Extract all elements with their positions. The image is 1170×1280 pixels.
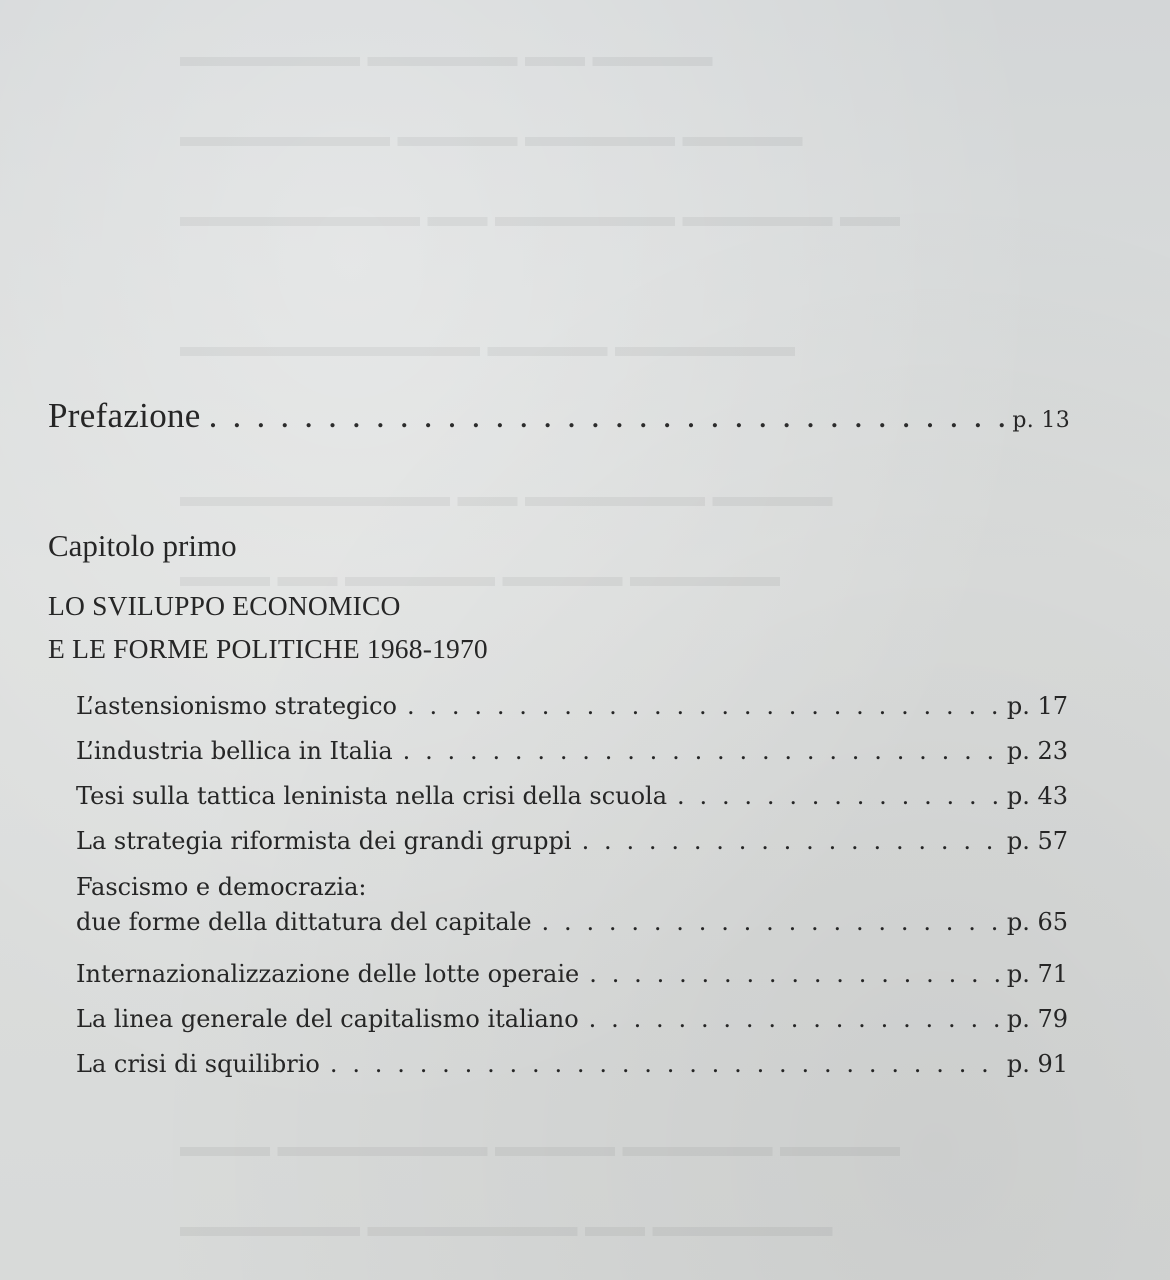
toc-entry-label: due forme della dittatura del capitale <box>76 908 532 936</box>
dot-leader <box>407 692 1001 720</box>
show-through-texture: ▬▬▬▬▬ ▬▬▬▬ ▬▬▬▬▬ ▬▬ ▬▬▬ <box>180 560 780 593</box>
toc-entry-label: La crisi di squilibrio <box>76 1050 320 1078</box>
toc-entry[interactable] <box>76 827 1068 872</box>
dot-leader <box>330 1050 1001 1078</box>
show-through-texture: ▬▬ ▬▬▬▬▬ ▬▬▬▬▬▬ ▬▬ ▬▬▬▬▬▬▬▬ <box>180 200 900 233</box>
toc-page-number: p. 65 <box>1006 908 1068 936</box>
chapter-title-line: LO SVILUPPO ECONOMICO <box>48 590 401 621</box>
show-through-texture: ▬▬▬▬ ▬▬▬▬▬ ▬▬▬▬ ▬▬▬▬▬▬▬ ▬▬▬ <box>180 1130 900 1163</box>
show-through-texture: ▬▬▬▬▬▬ ▬▬ ▬▬▬▬▬▬▬ ▬▬▬▬▬▬ <box>180 1210 833 1243</box>
toc-entry-label: Prefazione <box>48 396 201 435</box>
toc-page-number: p. 91 <box>1006 1050 1068 1078</box>
toc-list <box>76 692 1068 1095</box>
toc-entry[interactable] <box>76 1005 1068 1050</box>
toc-entry-label: Tesi sulla tattica leninista nella crisi della scuola <box>76 782 668 810</box>
chapter-number: Capitolo primo <box>48 528 237 563</box>
toc-entry[interactable] <box>76 872 1068 960</box>
toc-entry-prefazione[interactable] <box>48 396 1070 436</box>
toc-entry-label: La linea generale del capitalismo italiano <box>76 1005 579 1033</box>
toc-entry[interactable] <box>76 1050 1068 1095</box>
show-through-texture: ▬▬▬▬ ▬▬ ▬▬▬▬▬ ▬▬▬▬▬▬ <box>180 40 713 73</box>
toc-entry[interactable] <box>76 737 1068 782</box>
toc-entry-label: La strategia riformista dei grandi gruppi <box>76 827 572 855</box>
dot-leader <box>677 782 1001 810</box>
toc-page-number: p. 23 <box>1006 737 1068 765</box>
dot-leader <box>589 960 1001 988</box>
toc-entry[interactable] <box>76 782 1068 827</box>
toc-page-number: p. 17 <box>1006 692 1068 720</box>
toc-entry[interactable] <box>76 960 1068 1005</box>
dot-leader <box>589 1005 1001 1033</box>
dot-leader <box>542 902 1001 942</box>
chapter-title-line: E LE FORME POLITICHE 1968-1970 <box>48 633 488 664</box>
toc-entry-label: Internazionalizzazione delle lotte operaie <box>76 960 580 988</box>
toc-entry-continuation <box>76 902 1068 942</box>
dot-leader <box>209 396 1005 436</box>
toc-page-number: p. 71 <box>1006 960 1068 988</box>
show-through-texture: ▬▬▬▬ ▬▬▬▬▬ ▬▬▬▬ ▬▬▬▬▬▬▬ <box>180 120 803 153</box>
chapter-title <box>48 584 948 670</box>
toc-page-number: p. 13 <box>1012 408 1070 433</box>
toc-page-number: p. 57 <box>1006 827 1068 855</box>
show-through-texture: ▬▬▬▬▬▬ ▬▬▬▬ ▬▬▬▬▬▬▬▬▬▬ <box>180 330 795 363</box>
dot-leader <box>403 737 1001 765</box>
toc-entry-label: L’astensionismo strategico <box>76 692 397 720</box>
dot-leader <box>582 827 1001 855</box>
show-through-texture: ▬▬▬▬ ▬▬▬▬▬▬ ▬▬ ▬▬▬▬▬▬▬▬▬ <box>180 480 833 513</box>
toc-page-number: p. 79 <box>1006 1005 1068 1033</box>
toc-entry-label: Fascismo e democrazia: <box>76 873 367 901</box>
toc-entry[interactable] <box>76 692 1068 737</box>
toc-page-number: p. 43 <box>1006 782 1068 810</box>
toc-entry-label: L’industria bellica in Italia <box>76 737 393 765</box>
